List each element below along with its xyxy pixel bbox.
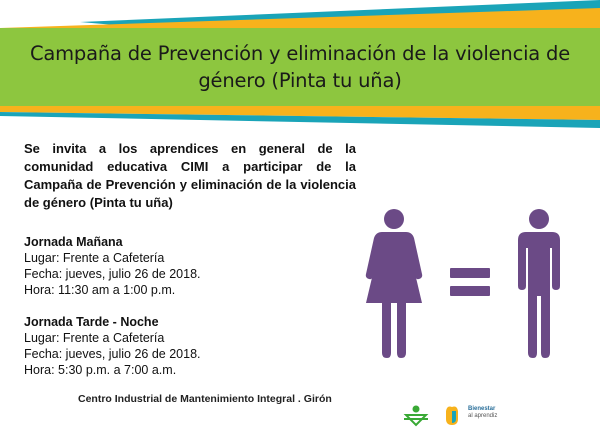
session-time: Hora: 11:30 am a 1:00 p.m. (24, 283, 176, 297)
equals-icon (450, 268, 490, 296)
bienestar-line2: al aprendiz (468, 413, 498, 419)
session-date: Fecha: jueves, julio 26 de 2018. (24, 347, 201, 361)
session-heading: Jornada Mañana (24, 235, 123, 249)
bienestar-label (468, 406, 497, 420)
session-place: Lugar: Frente a Cafetería (24, 331, 165, 345)
gender-equality-pictogram (362, 208, 580, 360)
session-time: Hora: 5:30 p.m. a 7:00 a.m. (24, 363, 177, 377)
invitation-text: Se invita a los aprendices en general de la comunidad educativa CIMI a participar de la Campaña de Prevención y eliminación de la violencia de género (Pinta tu uña) (24, 141, 356, 210)
session-heading: Jornada Tarde - Noche (24, 315, 159, 329)
session-morning (24, 234, 201, 298)
slide-title: Campaña de Prevención y eliminación de la violencia de género (Pinta tu uña) (29, 42, 571, 92)
bienestar-logo-icon (446, 407, 458, 426)
female-figure-icon (366, 209, 422, 358)
male-figure-icon (518, 209, 560, 358)
footer-center-name: Centro Industrial de Mantenimiento Integral . Girón (78, 393, 332, 405)
session-date: Fecha: jueves, julio 26 de 2018. (24, 267, 201, 281)
title-band (0, 28, 600, 106)
footer-logos (398, 403, 598, 427)
bienestar-line1: Bienestar (468, 406, 496, 412)
session-place: Lugar: Frente a Cafetería (24, 251, 165, 265)
session-afternoon (24, 314, 201, 378)
sena-logo-icon (404, 406, 428, 426)
